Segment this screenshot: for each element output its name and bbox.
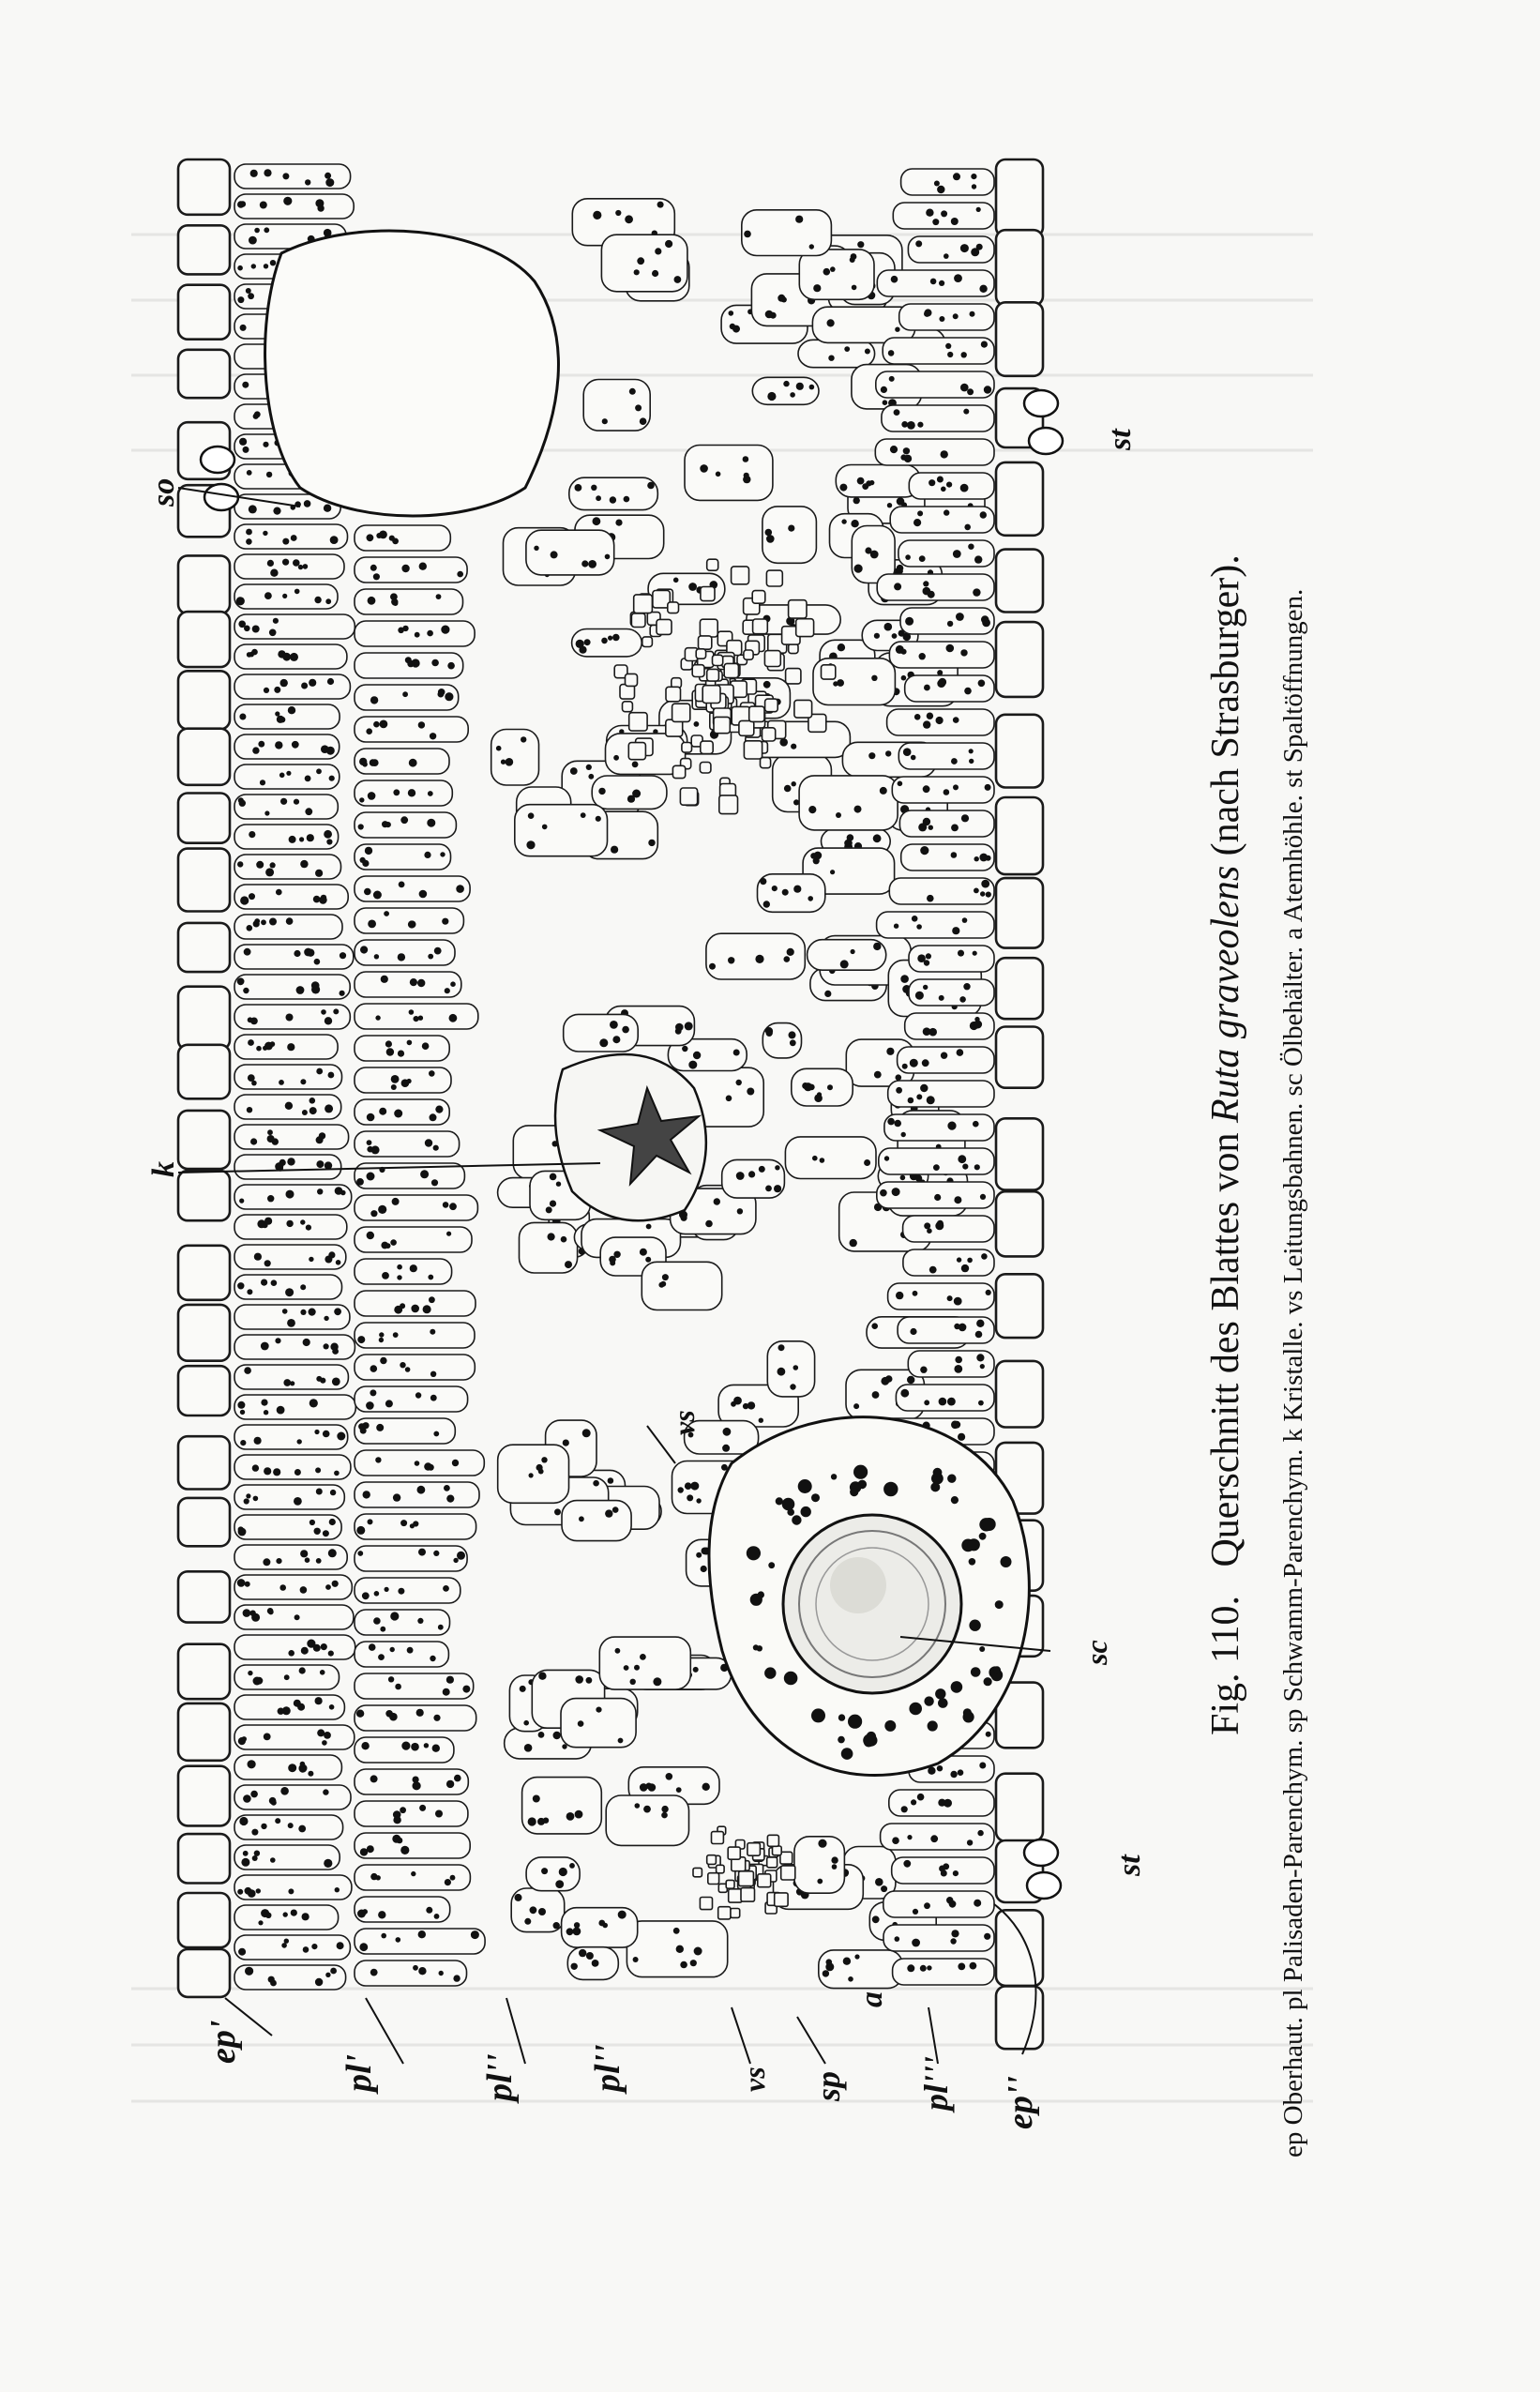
label-ep-lower: ep'' [1001, 2076, 1040, 2129]
caption-title-pre: Querschnitt des Blattes von [1204, 1122, 1247, 1567]
caption-title [1204, 554, 1247, 1735]
label-ep-upper: ep' [204, 2020, 243, 2064]
palisade-layer-two [355, 525, 485, 1986]
label-sc: sc [1080, 1640, 1113, 1665]
oil-cavity-upper [265, 231, 559, 516]
caption-title-post: (nach Strasburger). [1204, 554, 1247, 856]
label-so: so [146, 477, 181, 507]
crystal-cell [555, 1054, 706, 1220]
figure-caption [1204, 554, 1308, 2157]
label-pl-one: pl' [340, 2053, 379, 2092]
caption-species: Ruta graveolens [1204, 865, 1247, 1123]
upper-epidermis [178, 159, 230, 1997]
label-pl-three: pl'' [588, 2044, 627, 2092]
label-pl-four: pl''' [917, 2055, 955, 2111]
label-vs-upper: vs [667, 1410, 701, 1435]
label-st-upper: st [1103, 429, 1138, 450]
caption-legend: ep Oberhaut. pl Palisaden-Parenchym. sp Schwamm-Parenchym. k Kristalle. vs Leitungsbahnen. sc Ölbehälter. a Atemhöhle. st Spaltöffnungen. [1278, 588, 1308, 2157]
label-pl-two: pl'' [480, 2053, 520, 2101]
label-st-lower: st [1112, 1855, 1147, 1876]
label-vs-lower: vs [737, 2067, 771, 2092]
label-sp: sp [809, 2070, 847, 2101]
figure-number: Fig. 110. [1204, 1596, 1247, 1735]
label-a: a [854, 1991, 889, 2007]
label-k: k [146, 1161, 181, 1177]
oil-gland-lower [709, 1417, 1029, 1776]
